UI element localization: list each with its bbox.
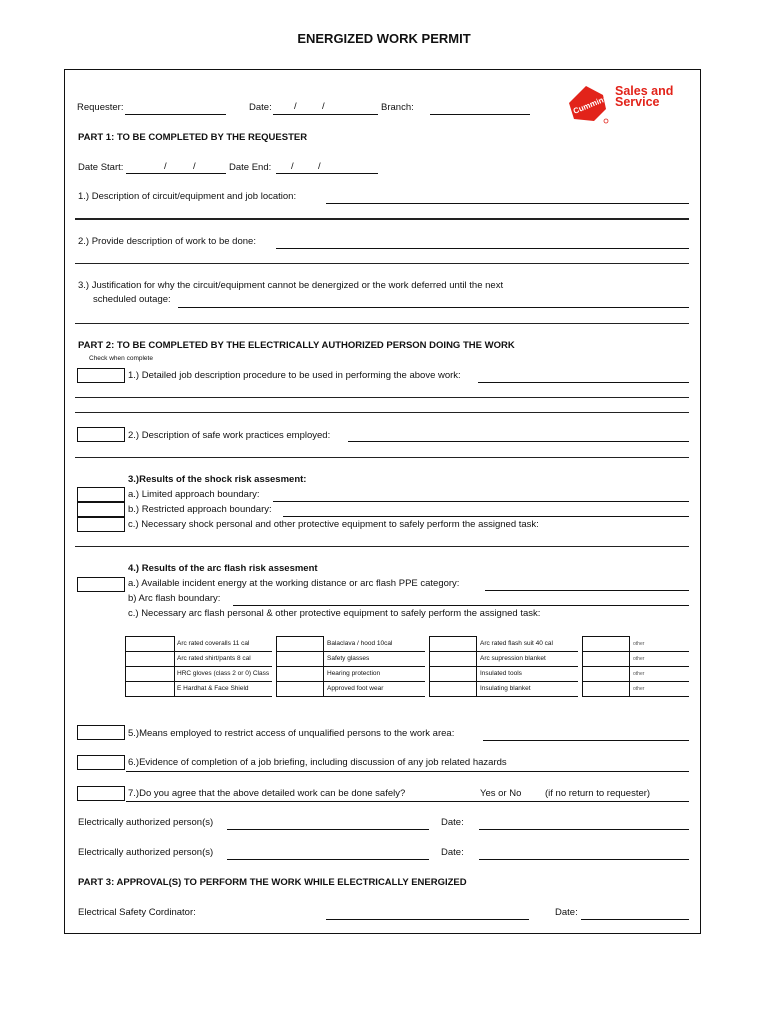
ppe-item-label: Hearing protection: [327, 670, 381, 677]
ppe-item-label: Insulating blanket: [480, 685, 531, 692]
ppe-checkbox[interactable]: [582, 666, 630, 682]
coordinator-date-label: Date:: [555, 907, 578, 918]
date-slash: /: [291, 161, 294, 172]
svg-text:Cummins: Cummins: [571, 93, 610, 116]
ppe-item-label: Arc rated coveralls 11 cal: [177, 640, 250, 647]
p2q1-answer-line[interactable]: [75, 397, 689, 398]
q3b-answer-line[interactable]: [283, 516, 689, 517]
authorized-person-label: Electrically authorized person(s): [78, 817, 214, 828]
check-box-q6[interactable]: [77, 755, 125, 770]
part2-q3c: c.) Necessary shock personal and other protective equipment to safely perform the assigned task:: [128, 519, 539, 530]
ppe-row-line: [630, 651, 689, 652]
ppe-checkbox[interactable]: [276, 666, 324, 682]
ppe-row-line: [477, 681, 578, 682]
coordinator-date-field[interactable]: [581, 919, 689, 920]
ppe-checkbox[interactable]: [125, 681, 175, 697]
ppe-row-line: [175, 681, 272, 682]
ppe-item-label: Balaclava / hood 10cal: [327, 640, 393, 647]
q6-answer-line[interactable]: [126, 771, 689, 772]
page-title: ENERGIZED WORK PERMIT: [297, 31, 471, 46]
check-box-q3c[interactable]: [77, 517, 125, 532]
ppe-checkbox[interactable]: [429, 666, 477, 682]
authorized-person-field[interactable]: [227, 859, 429, 860]
part2-q1: 1.) Detailed job description procedure to be used in performing the above work:: [128, 370, 461, 381]
ppe-checkbox[interactable]: [582, 681, 630, 697]
ppe-row-line: [630, 696, 689, 697]
date-start-label: Date Start:: [78, 162, 124, 173]
ppe-item-label: Arc rated shirt/pants 8 cal: [177, 655, 251, 662]
date-slash: /: [322, 101, 325, 112]
ppe-item-label: Arc rated flash suit 40 cal: [480, 640, 553, 647]
yes-no-label: Yes or No: [480, 788, 522, 799]
q1-answer-line[interactable]: [326, 203, 689, 204]
date-slash: /: [318, 161, 321, 172]
ppe-row-line: [175, 651, 272, 652]
check-box-q5[interactable]: [77, 725, 125, 740]
part2-q3b: b.) Restricted approach boundary:: [128, 504, 272, 515]
q3c-answer-line[interactable]: [75, 546, 689, 547]
part3-heading: PART 3: APPROVAL(S) TO PERFORM THE WORK WHILE ELECTRICALLY ENERGIZED: [78, 877, 467, 888]
q2-answer-line[interactable]: [276, 248, 689, 249]
part1-q3-cont: scheduled outage:: [93, 294, 171, 305]
part2-q4c: c.) Necessary arc flash personal & other protective equipment to safely perform the assigned task:: [128, 608, 541, 619]
authorized-date-field[interactable]: [479, 829, 689, 830]
ppe-row-line: [324, 651, 425, 652]
ppe-row-line: [477, 666, 578, 667]
p2q1-answer-line[interactable]: [478, 382, 689, 383]
ppe-checkbox[interactable]: [582, 651, 630, 667]
authorized-person-label: Electrically authorized person(s): [78, 847, 214, 858]
check-box-q4a[interactable]: [77, 577, 125, 592]
date-end-label: Date End:: [229, 162, 272, 173]
part2-heading: PART 2: TO BE COMPLETED BY THE ELECTRICALLY AUTHORIZED PERSON DOING THE WORK: [78, 340, 515, 351]
ppe-checkbox[interactable]: [125, 636, 175, 652]
ppe-item-label: E Hardhat & Face Shield: [177, 685, 249, 692]
logo-text: Sales and Service: [615, 84, 674, 109]
q7-answer-line[interactable]: [126, 801, 689, 802]
ppe-checkbox[interactable]: [429, 636, 477, 652]
part2-q5: 5.)Means employed to restrict access of unqualified persons to the work area:: [128, 728, 455, 739]
q2-answer-line[interactable]: [75, 263, 689, 264]
ppe-row-line: [175, 696, 272, 697]
p2q2-answer-line[interactable]: [348, 441, 689, 442]
part2-q4b: b) Arc flash boundary:: [128, 593, 221, 604]
ppe-checkbox[interactable]: [125, 666, 175, 682]
date-label: Date:: [249, 102, 272, 113]
shock-risk-heading: 3.)Results of the shock risk assesment:: [128, 474, 307, 485]
ppe-checkbox[interactable]: [276, 681, 324, 697]
ppe-item-label: other: [633, 686, 645, 692]
ppe-checkbox[interactable]: [582, 636, 630, 652]
requester-label: Requester:: [77, 102, 124, 113]
part2-q2: 2.) Description of safe work practices employed:: [128, 430, 331, 441]
q3-answer-line[interactable]: [178, 307, 689, 308]
ppe-row-line: [630, 681, 689, 682]
ppe-checkbox[interactable]: [429, 681, 477, 697]
ppe-checkbox[interactable]: [429, 651, 477, 667]
cummins-logo-icon: [566, 83, 610, 125]
date-start-field[interactable]: [126, 173, 226, 174]
date-end-field[interactable]: [276, 173, 378, 174]
authorized-person-field[interactable]: [227, 829, 429, 830]
part1-heading: PART 1: TO BE COMPLETED BY THE REQUESTER: [78, 132, 308, 143]
q4a-answer-line[interactable]: [485, 590, 689, 591]
cummins-logo: [566, 83, 610, 125]
q5-answer-line[interactable]: [483, 740, 689, 741]
ppe-checkbox[interactable]: [125, 651, 175, 667]
ppe-row-line: [324, 681, 425, 682]
ppe-item-label: Approved foot wear: [327, 685, 384, 692]
q4b-answer-line[interactable]: [233, 605, 689, 606]
authorized-date-label: Date:: [441, 817, 464, 828]
ppe-row-line: [324, 666, 425, 667]
p2q2-answer-line[interactable]: [75, 457, 689, 458]
ppe-checkbox[interactable]: [276, 636, 324, 652]
ppe-checkbox[interactable]: [276, 651, 324, 667]
date-slash: /: [294, 101, 297, 112]
ppe-item-label: Arc supression blanket: [480, 655, 546, 662]
check-box-q7[interactable]: [77, 786, 125, 801]
arc-flash-heading: 4.) Results of the arc flash risk assesment: [128, 563, 318, 574]
part2-q7: 7.)Do you agree that the above detailed work can be done safely?: [128, 788, 406, 799]
ppe-item-label: other: [633, 641, 645, 647]
ppe-item-label: HRC gloves (class 2 or 0) Class: [177, 670, 270, 677]
ppe-row-line: [324, 696, 425, 697]
ppe-item-label: other: [633, 671, 645, 677]
branch-field[interactable]: [430, 114, 530, 115]
part2-q3a: a.) Limited approach boundary:: [128, 489, 260, 500]
part1-q2: 2.) Provide description of work to be done:: [78, 236, 256, 247]
ppe-item-label: Insulated tools: [480, 670, 522, 677]
p2q1-answer-line[interactable]: [75, 412, 689, 413]
q1-answer-line[interactable]: [75, 218, 689, 220]
check-note: Check when complete: [89, 355, 153, 362]
check-box-q3a[interactable]: [77, 487, 125, 502]
date-field[interactable]: [273, 114, 378, 115]
ppe-row-line: [175, 666, 272, 667]
authorized-date-label: Date:: [441, 847, 464, 858]
part2-q6: 6.)Evidence of completion of a job briefing, including discussion of any job related hazards: [128, 757, 507, 768]
coordinator-field[interactable]: [326, 919, 529, 920]
requester-field[interactable]: [125, 114, 226, 115]
q3a-answer-line[interactable]: [273, 501, 689, 502]
ppe-item-label: other: [633, 656, 645, 662]
ppe-item-label: Safety glasses: [327, 655, 370, 662]
return-note: (if no return to requester): [545, 788, 651, 799]
coordinator-label: Electrical Safety Cordinator:: [78, 907, 196, 918]
ppe-row-line: [477, 696, 578, 697]
part1-q3: 3.) Justification for why the circuit/equipment cannot be denergized or the work deferred until the next: [78, 280, 504, 291]
part1-q1: 1.) Description of circuit/equipment and job location:: [78, 191, 297, 202]
authorized-date-field[interactable]: [479, 859, 689, 860]
branch-label: Branch:: [381, 102, 414, 113]
q3-answer-line[interactable]: [75, 323, 689, 324]
date-slash: /: [164, 161, 167, 172]
check-box-q3b[interactable]: [77, 502, 125, 517]
part2-q4a: a.) Available incident energy at the working distance or arc flash PPE category:: [128, 578, 460, 589]
check-box-q2[interactable]: [77, 427, 125, 442]
ppe-row-line: [630, 666, 689, 667]
date-slash: /: [193, 161, 196, 172]
ppe-row-line: [477, 651, 578, 652]
check-box-q1[interactable]: [77, 368, 125, 383]
